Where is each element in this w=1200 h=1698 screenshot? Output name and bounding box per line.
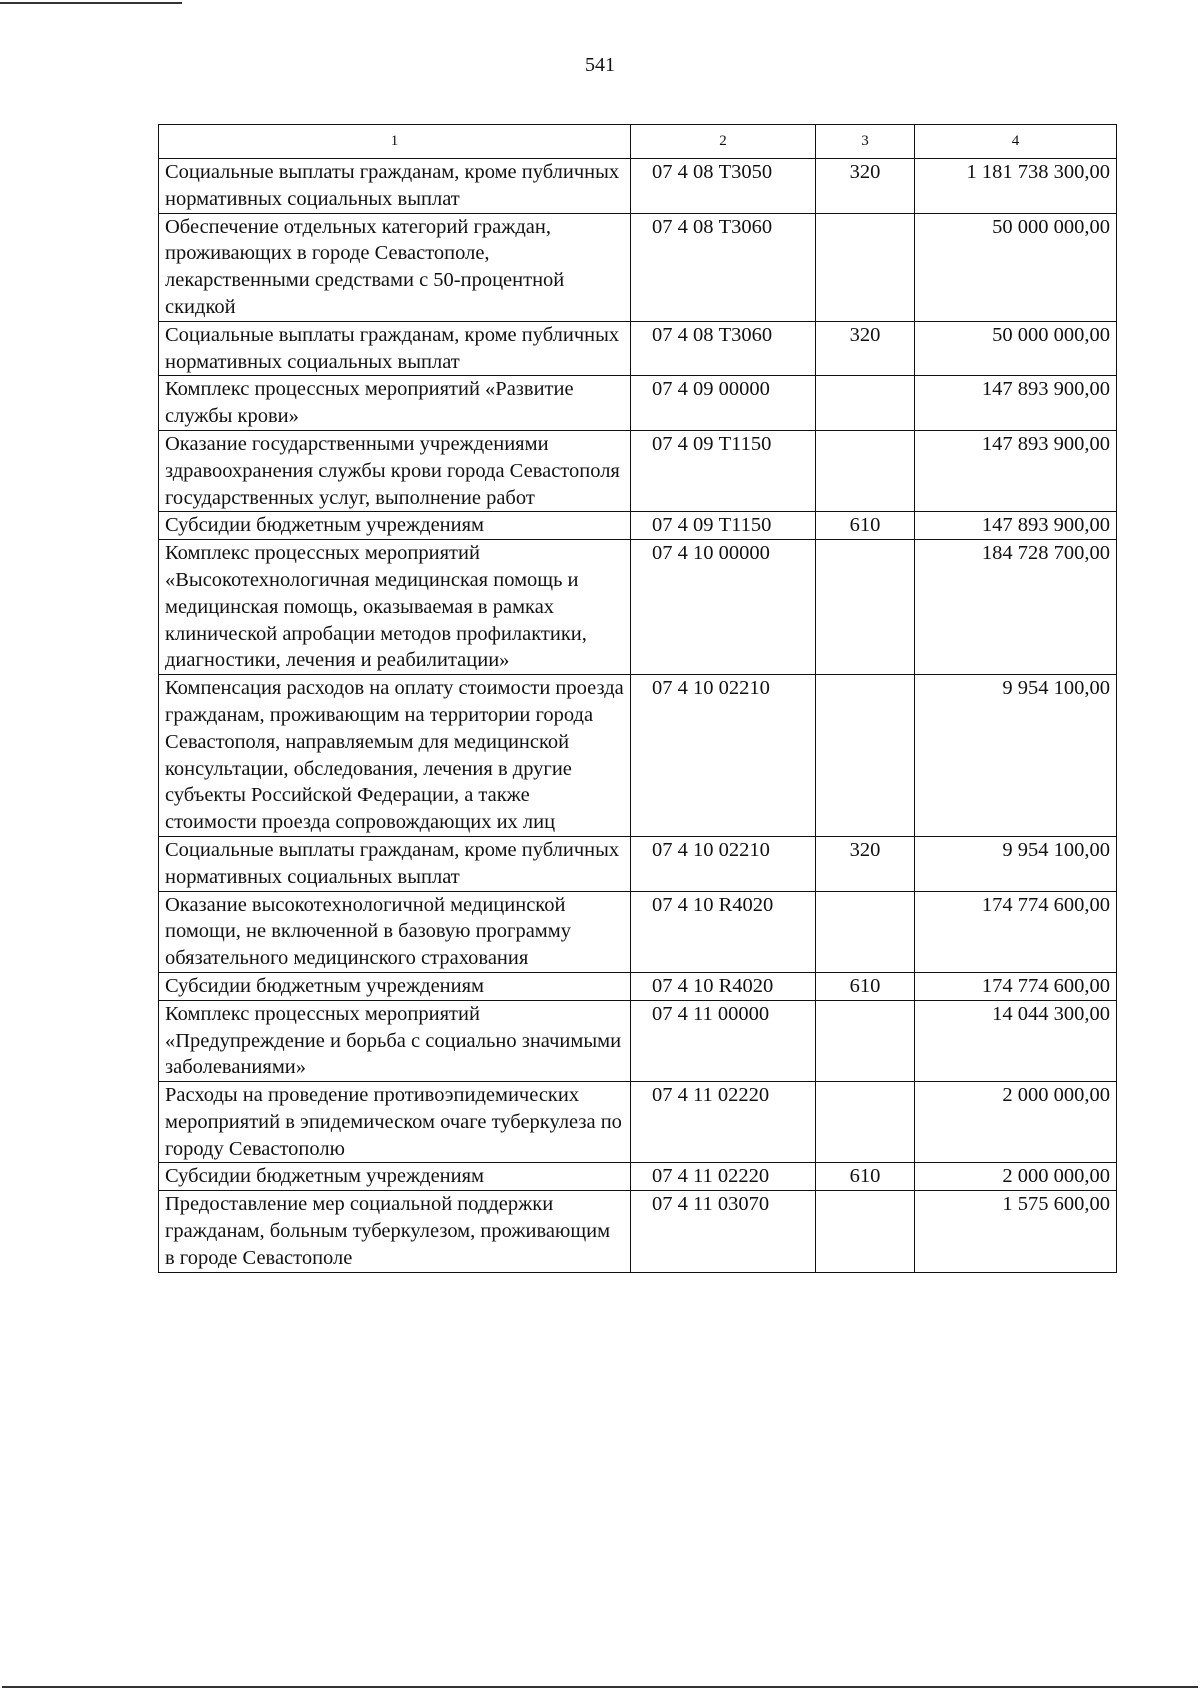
row-amount-cell: 147 893 900,00	[915, 430, 1117, 511]
table-row	[159, 512, 1117, 540]
table-row	[159, 1163, 1117, 1191]
row-type-cell: 320	[816, 321, 915, 376]
row-code-cell: 07 4 10 02210	[631, 836, 816, 891]
row-name-cell: Компенсация расходов на оплату стоимости проезда гражданам, проживающим на территории города Севастополя, направляемым для медицинской консультации, обследования, лечения в другие субъекты Российской Федерации, а также стоимости проезда сопровождающих их лиц	[159, 675, 631, 837]
row-type-cell	[816, 213, 915, 321]
row-type-cell	[816, 1082, 915, 1163]
row-name-cell: Субсидии бюджетным учреждениям	[159, 1163, 631, 1191]
row-code-cell: 07 4 08 Т3050	[631, 159, 816, 214]
row-code-cell: 07 4 10 R4020	[631, 972, 816, 1000]
table-row	[159, 540, 1117, 675]
row-code-cell: 07 4 09 Т1150	[631, 430, 816, 511]
row-type-cell	[816, 1000, 915, 1081]
table-row	[159, 321, 1117, 376]
row-name-cell: Обеспечение отдельных категорий граждан, проживающих в городе Севастополе, лекарственными средствами с 50-процентной скидкой	[159, 213, 631, 321]
row-amount-cell: 147 893 900,00	[915, 512, 1117, 540]
row-code-cell: 07 4 11 02220	[631, 1163, 816, 1191]
row-type-cell: 610	[816, 1163, 915, 1191]
table-row	[159, 430, 1117, 511]
row-name-cell: Комплекс процессных мероприятий «Развитие службы крови»	[159, 376, 631, 431]
row-name-cell: Оказание высокотехнологичной медицинской помощи, не включенной в базовую программу обязательного медицинского страхования	[159, 891, 631, 972]
row-amount-cell: 50 000 000,00	[915, 213, 1117, 321]
row-amount-cell: 50 000 000,00	[915, 321, 1117, 376]
table-row	[159, 1082, 1117, 1163]
row-type-cell: 320	[816, 159, 915, 214]
table-row	[159, 1000, 1117, 1081]
row-code-cell: 07 4 09 Т1150	[631, 512, 816, 540]
row-amount-cell: 9 954 100,00	[915, 675, 1117, 837]
row-code-cell: 07 4 11 03070	[631, 1191, 816, 1272]
table-row	[159, 159, 1117, 214]
row-amount-cell: 184 728 700,00	[915, 540, 1117, 675]
table-row	[159, 972, 1117, 1000]
row-amount-cell: 174 774 600,00	[915, 972, 1117, 1000]
row-type-cell	[816, 891, 915, 972]
row-amount-cell: 2 000 000,00	[915, 1163, 1117, 1191]
table-row	[159, 376, 1117, 431]
row-type-cell: 610	[816, 512, 915, 540]
header-col-3: 3	[816, 125, 915, 159]
row-amount-cell: 14 044 300,00	[915, 1000, 1117, 1081]
row-code-cell: 07 4 08 Т3060	[631, 213, 816, 321]
row-amount-cell: 2 000 000,00	[915, 1082, 1117, 1163]
row-code-cell: 07 4 11 02220	[631, 1082, 816, 1163]
header-col-2: 2	[631, 125, 816, 159]
row-name-cell: Социальные выплаты гражданам, кроме публичных нормативных социальных выплат	[159, 159, 631, 214]
row-name-cell: Предоставление мер социальной поддержки гражданам, больным туберкулезом, проживающим в городе Севастополе	[159, 1191, 631, 1272]
row-code-cell: 07 4 08 Т3060	[631, 321, 816, 376]
row-amount-cell: 147 893 900,00	[915, 376, 1117, 431]
table-row	[159, 836, 1117, 891]
table-row	[159, 891, 1117, 972]
row-type-cell	[816, 430, 915, 511]
row-type-cell: 320	[816, 836, 915, 891]
row-name-cell: Оказание государственными учреждениями здравоохранения службы крови города Севастополя государственных услуг, выполнение работ	[159, 430, 631, 511]
row-code-cell: 07 4 11 00000	[631, 1000, 816, 1081]
table-row	[159, 1191, 1117, 1272]
table-row	[159, 213, 1117, 321]
row-code-cell: 07 4 10 02210	[631, 675, 816, 837]
row-code-cell: 07 4 10 00000	[631, 540, 816, 675]
row-name-cell: Социальные выплаты гражданам, кроме публичных нормативных социальных выплат	[159, 321, 631, 376]
budget-table	[158, 124, 1117, 1273]
row-code-cell: 07 4 09 00000	[631, 376, 816, 431]
bottom-edge-line	[2, 1686, 1198, 1688]
row-amount-cell: 174 774 600,00	[915, 891, 1117, 972]
row-name-cell: Комплекс процессных мероприятий «Высокотехнологичная медицинская помощь и медицинская помощь, оказываемая в рамках клинической апробации методов профилактики, диагностики, лечения и реабилитации»	[159, 540, 631, 675]
page-number: 541	[585, 54, 615, 76]
row-type-cell	[816, 675, 915, 837]
row-name-cell: Комплекс процессных мероприятий «Предупреждение и борьба с социально значимыми заболеваниями»	[159, 1000, 631, 1081]
top-edge-line	[0, 2, 182, 4]
row-name-cell: Социальные выплаты гражданам, кроме публичных нормативных социальных выплат	[159, 836, 631, 891]
row-type-cell	[816, 1191, 915, 1272]
row-type-cell	[816, 376, 915, 431]
row-type-cell	[816, 540, 915, 675]
row-name-cell: Субсидии бюджетным учреждениям	[159, 512, 631, 540]
row-name-cell: Субсидии бюджетным учреждениям	[159, 972, 631, 1000]
row-amount-cell: 9 954 100,00	[915, 836, 1117, 891]
table-header-row	[159, 125, 1117, 159]
table-row	[159, 675, 1117, 837]
row-name-cell: Расходы на проведение противоэпидемических мероприятий в эпидемическом очаге туберкулеза по городу Севастополю	[159, 1082, 631, 1163]
row-amount-cell: 1 575 600,00	[915, 1191, 1117, 1272]
row-code-cell: 07 4 10 R4020	[631, 891, 816, 972]
header-col-1: 1	[159, 125, 631, 159]
row-type-cell: 610	[816, 972, 915, 1000]
row-amount-cell: 1 181 738 300,00	[915, 159, 1117, 214]
header-col-4: 4	[915, 125, 1117, 159]
